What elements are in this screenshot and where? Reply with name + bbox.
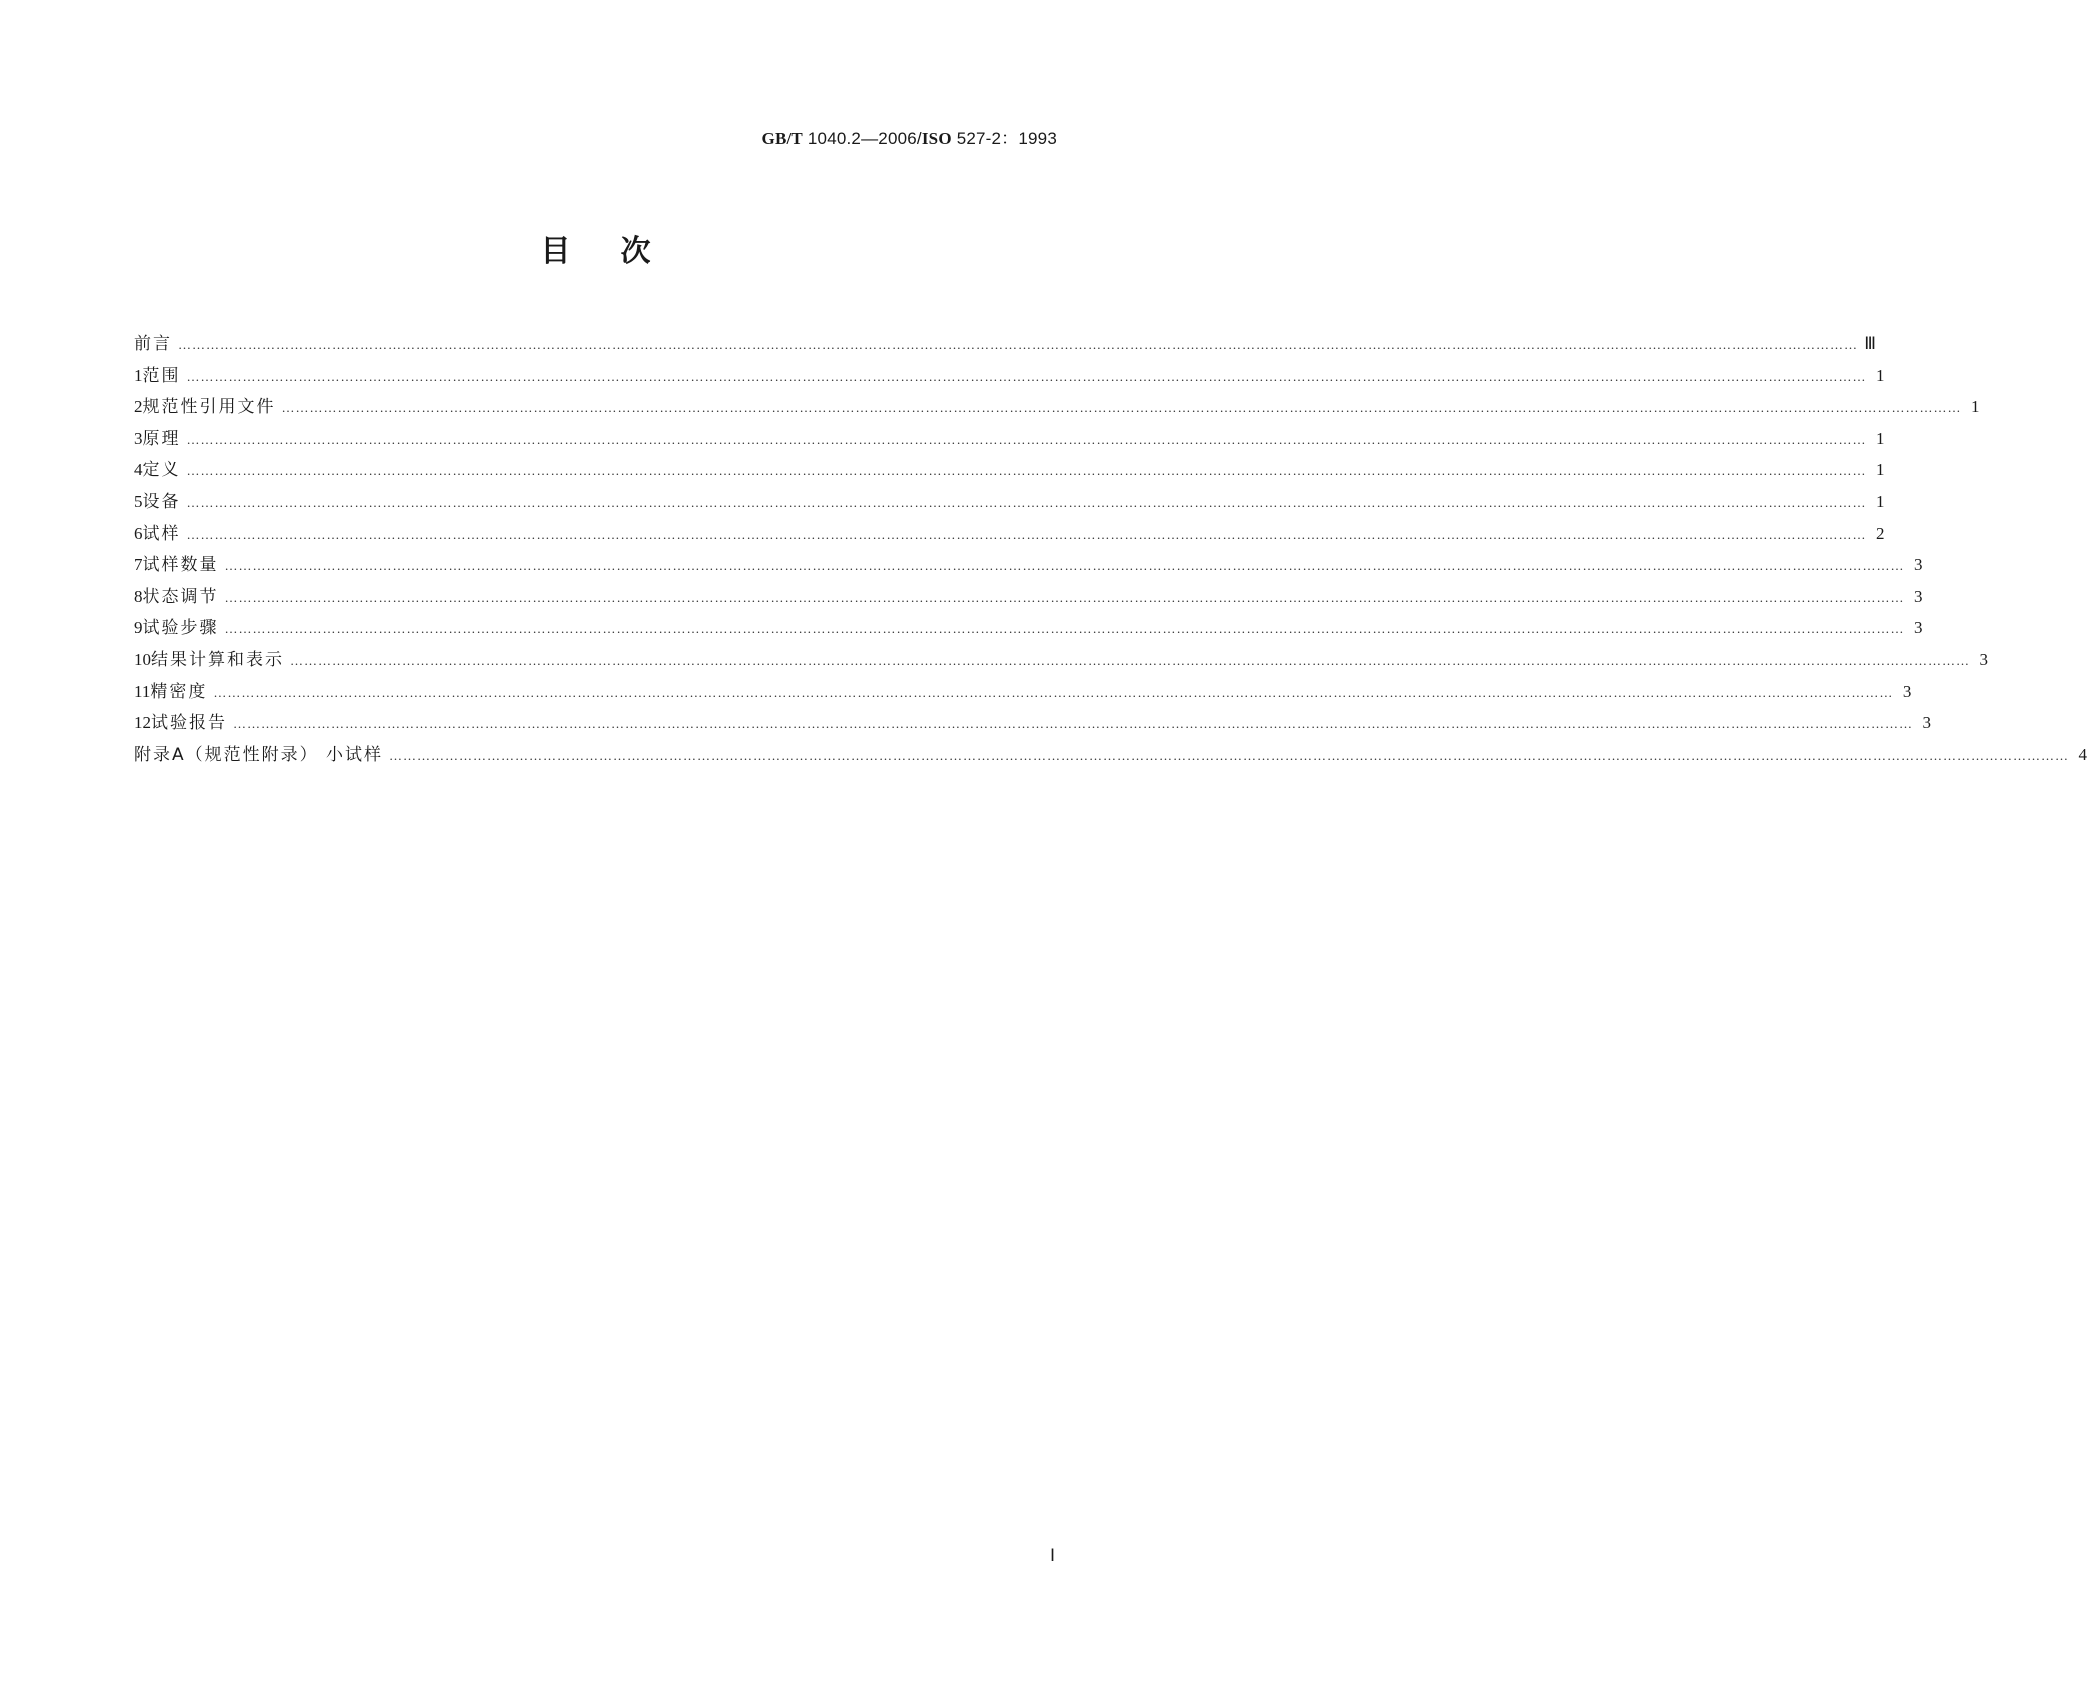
toc-entry-number: 2 bbox=[134, 397, 143, 417]
iso-number: 527-2：1993 bbox=[956, 129, 1057, 148]
toc-entry-page: 3 bbox=[1914, 555, 1923, 575]
toc-entry[interactable] bbox=[134, 391, 1980, 423]
toc-entry-label: 前言 bbox=[134, 334, 172, 354]
toc-dot-leader: ……………………………………………………………………………………………………………………………………………………………………………………………………………………………………………………………………………………………………………………………… bbox=[213, 684, 1894, 700]
toc-entry-label: 定义 bbox=[142, 460, 181, 481]
toc-dot-leader: ……………………………………………………………………………………………………………………………………………………………………………………………………………………………………………………………………………………………………………………………… bbox=[224, 589, 1905, 605]
toc-entry[interactable] bbox=[134, 581, 1923, 613]
standard-number: 1040.2—2006/ bbox=[807, 129, 922, 148]
toc-entry-label: 设备 bbox=[142, 491, 181, 512]
toc-dot-leader: ……………………………………………………………………………………………………………………………………………………………………………………………………………………………………………………………………………………………………………………………… bbox=[186, 526, 1867, 542]
toc-dot-leader: ……………………………………………………………………………………………………………………………………………………………………………………………………………………………………………………………………………………………………………………………… bbox=[186, 431, 1867, 447]
toc-entry-page: 3 bbox=[1922, 713, 1931, 733]
toc-entry[interactable] bbox=[134, 644, 1988, 676]
toc-dot-leader: ……………………………………………………………………………………………………………………………………………………………………………………………………………………………………………………………………………………………………………………………… bbox=[186, 463, 1867, 479]
toc-dot-leader: ……………………………………………………………………………………………………………………………………………………………………………………………………………………………………………………………………………………………………………………………… bbox=[186, 368, 1867, 384]
toc-entry[interactable] bbox=[134, 360, 1885, 392]
toc-entry-label: 附录A（规范性附录） 小试样 bbox=[134, 744, 384, 765]
toc-entry-number: 1 bbox=[134, 365, 143, 385]
toc-entry-label: 规范性引用文件 bbox=[142, 397, 276, 418]
toc-entry[interactable] bbox=[134, 423, 1885, 455]
toc-entry[interactable] bbox=[134, 518, 1885, 550]
toc-entry[interactable] bbox=[134, 549, 1923, 581]
toc-entry-label: 结果计算和表示 bbox=[151, 649, 284, 670]
toc-dot-leader: ……………………………………………………………………………………………………………………………………………………………………………………………………………………………………………………………………………………………………………………………… bbox=[178, 337, 1858, 352]
toc-dot-leader: ……………………………………………………………………………………………………………………………………………………………………………………………………………………………………………………………………………………………………………………………… bbox=[224, 558, 1905, 574]
page-title: 目次 bbox=[540, 234, 701, 269]
toc-entry-number: 6 bbox=[134, 523, 143, 543]
toc-entry-label: 范围 bbox=[142, 365, 181, 386]
toc-entry-number: 11 bbox=[134, 681, 151, 701]
toc-entry-number: 9 bbox=[134, 618, 143, 638]
toc-entry-label: 精密度 bbox=[150, 681, 208, 702]
toc-entry-label: 试验步骤 bbox=[142, 618, 219, 639]
toc-entry[interactable] bbox=[134, 454, 1885, 486]
page-number: Ⅰ bbox=[1049, 1546, 1055, 1565]
toc-entry-number: 10 bbox=[134, 649, 151, 669]
toc-entry-page: 3 bbox=[1979, 649, 1988, 669]
toc-entry-number: 3 bbox=[134, 428, 143, 448]
toc-entry[interactable] bbox=[134, 328, 1876, 360]
toc-entry[interactable] bbox=[134, 486, 1885, 518]
toc-entry-label: 试验报告 bbox=[151, 713, 227, 734]
toc-entry-number: 7 bbox=[134, 555, 143, 575]
toc-dot-leader: ……………………………………………………………………………………………………………………………………………………………………………………………………………………………………………………………………………………………………………………………… bbox=[389, 747, 2070, 763]
toc-dot-leader: ……………………………………………………………………………………………………………………………………………………………………………………………………………………………………………………………………………………………………………………………… bbox=[281, 400, 1962, 416]
toc-entry-page: 1 bbox=[1876, 491, 1885, 511]
toc-entry-page: 3 bbox=[1902, 681, 1912, 701]
toc-entry[interactable] bbox=[134, 676, 1912, 708]
toc-entry[interactable] bbox=[134, 739, 2087, 771]
standard-number-header bbox=[762, 124, 1057, 149]
toc-entry[interactable] bbox=[134, 612, 1923, 644]
toc-entry-label: 试样 bbox=[142, 523, 181, 544]
toc-entry[interactable] bbox=[134, 707, 1931, 739]
toc-entry-page: 3 bbox=[1914, 586, 1923, 606]
toc-entry-page: 1 bbox=[1971, 397, 1980, 417]
toc-entry-number: 8 bbox=[134, 586, 143, 606]
toc-entry-page: 2 bbox=[1876, 523, 1885, 543]
toc-dot-leader: ……………………………………………………………………………………………………………………………………………………………………………………………………………………………………………………………………………………………………………………………… bbox=[290, 652, 1970, 668]
toc-entry-number: 12 bbox=[134, 713, 151, 733]
toc-entry-label: 原理 bbox=[142, 428, 181, 449]
toc-entry-page: 1 bbox=[1876, 428, 1885, 448]
toc-entry-page: 4 bbox=[2078, 744, 2087, 764]
toc-dot-leader: ……………………………………………………………………………………………………………………………………………………………………………………………………………………………………………………………………………………………………………………………… bbox=[233, 716, 1913, 732]
toc-dot-leader: ……………………………………………………………………………………………………………………………………………………………………………………………………………………………………………………………………………………………………………………………… bbox=[186, 494, 1867, 510]
toc-entry-label: 状态调节 bbox=[142, 586, 219, 607]
toc-entry-number: 4 bbox=[134, 460, 143, 480]
iso-prefix: ISO bbox=[921, 129, 952, 148]
table-of-contents bbox=[134, 328, 2087, 770]
standard-prefix: GB/T bbox=[761, 129, 803, 148]
toc-dot-leader: ……………………………………………………………………………………………………………………………………………………………………………………………………………………………………………………………………………………………………………………………… bbox=[224, 621, 1905, 637]
toc-entry-page: 3 bbox=[1914, 618, 1923, 638]
toc-entry-label: 试样数量 bbox=[142, 555, 219, 576]
toc-entry-number: 5 bbox=[134, 491, 143, 511]
toc-entry-page: 1 bbox=[1876, 365, 1885, 385]
toc-entry-page: Ⅲ bbox=[1864, 334, 1876, 353]
toc-entry-page: 1 bbox=[1876, 460, 1885, 480]
